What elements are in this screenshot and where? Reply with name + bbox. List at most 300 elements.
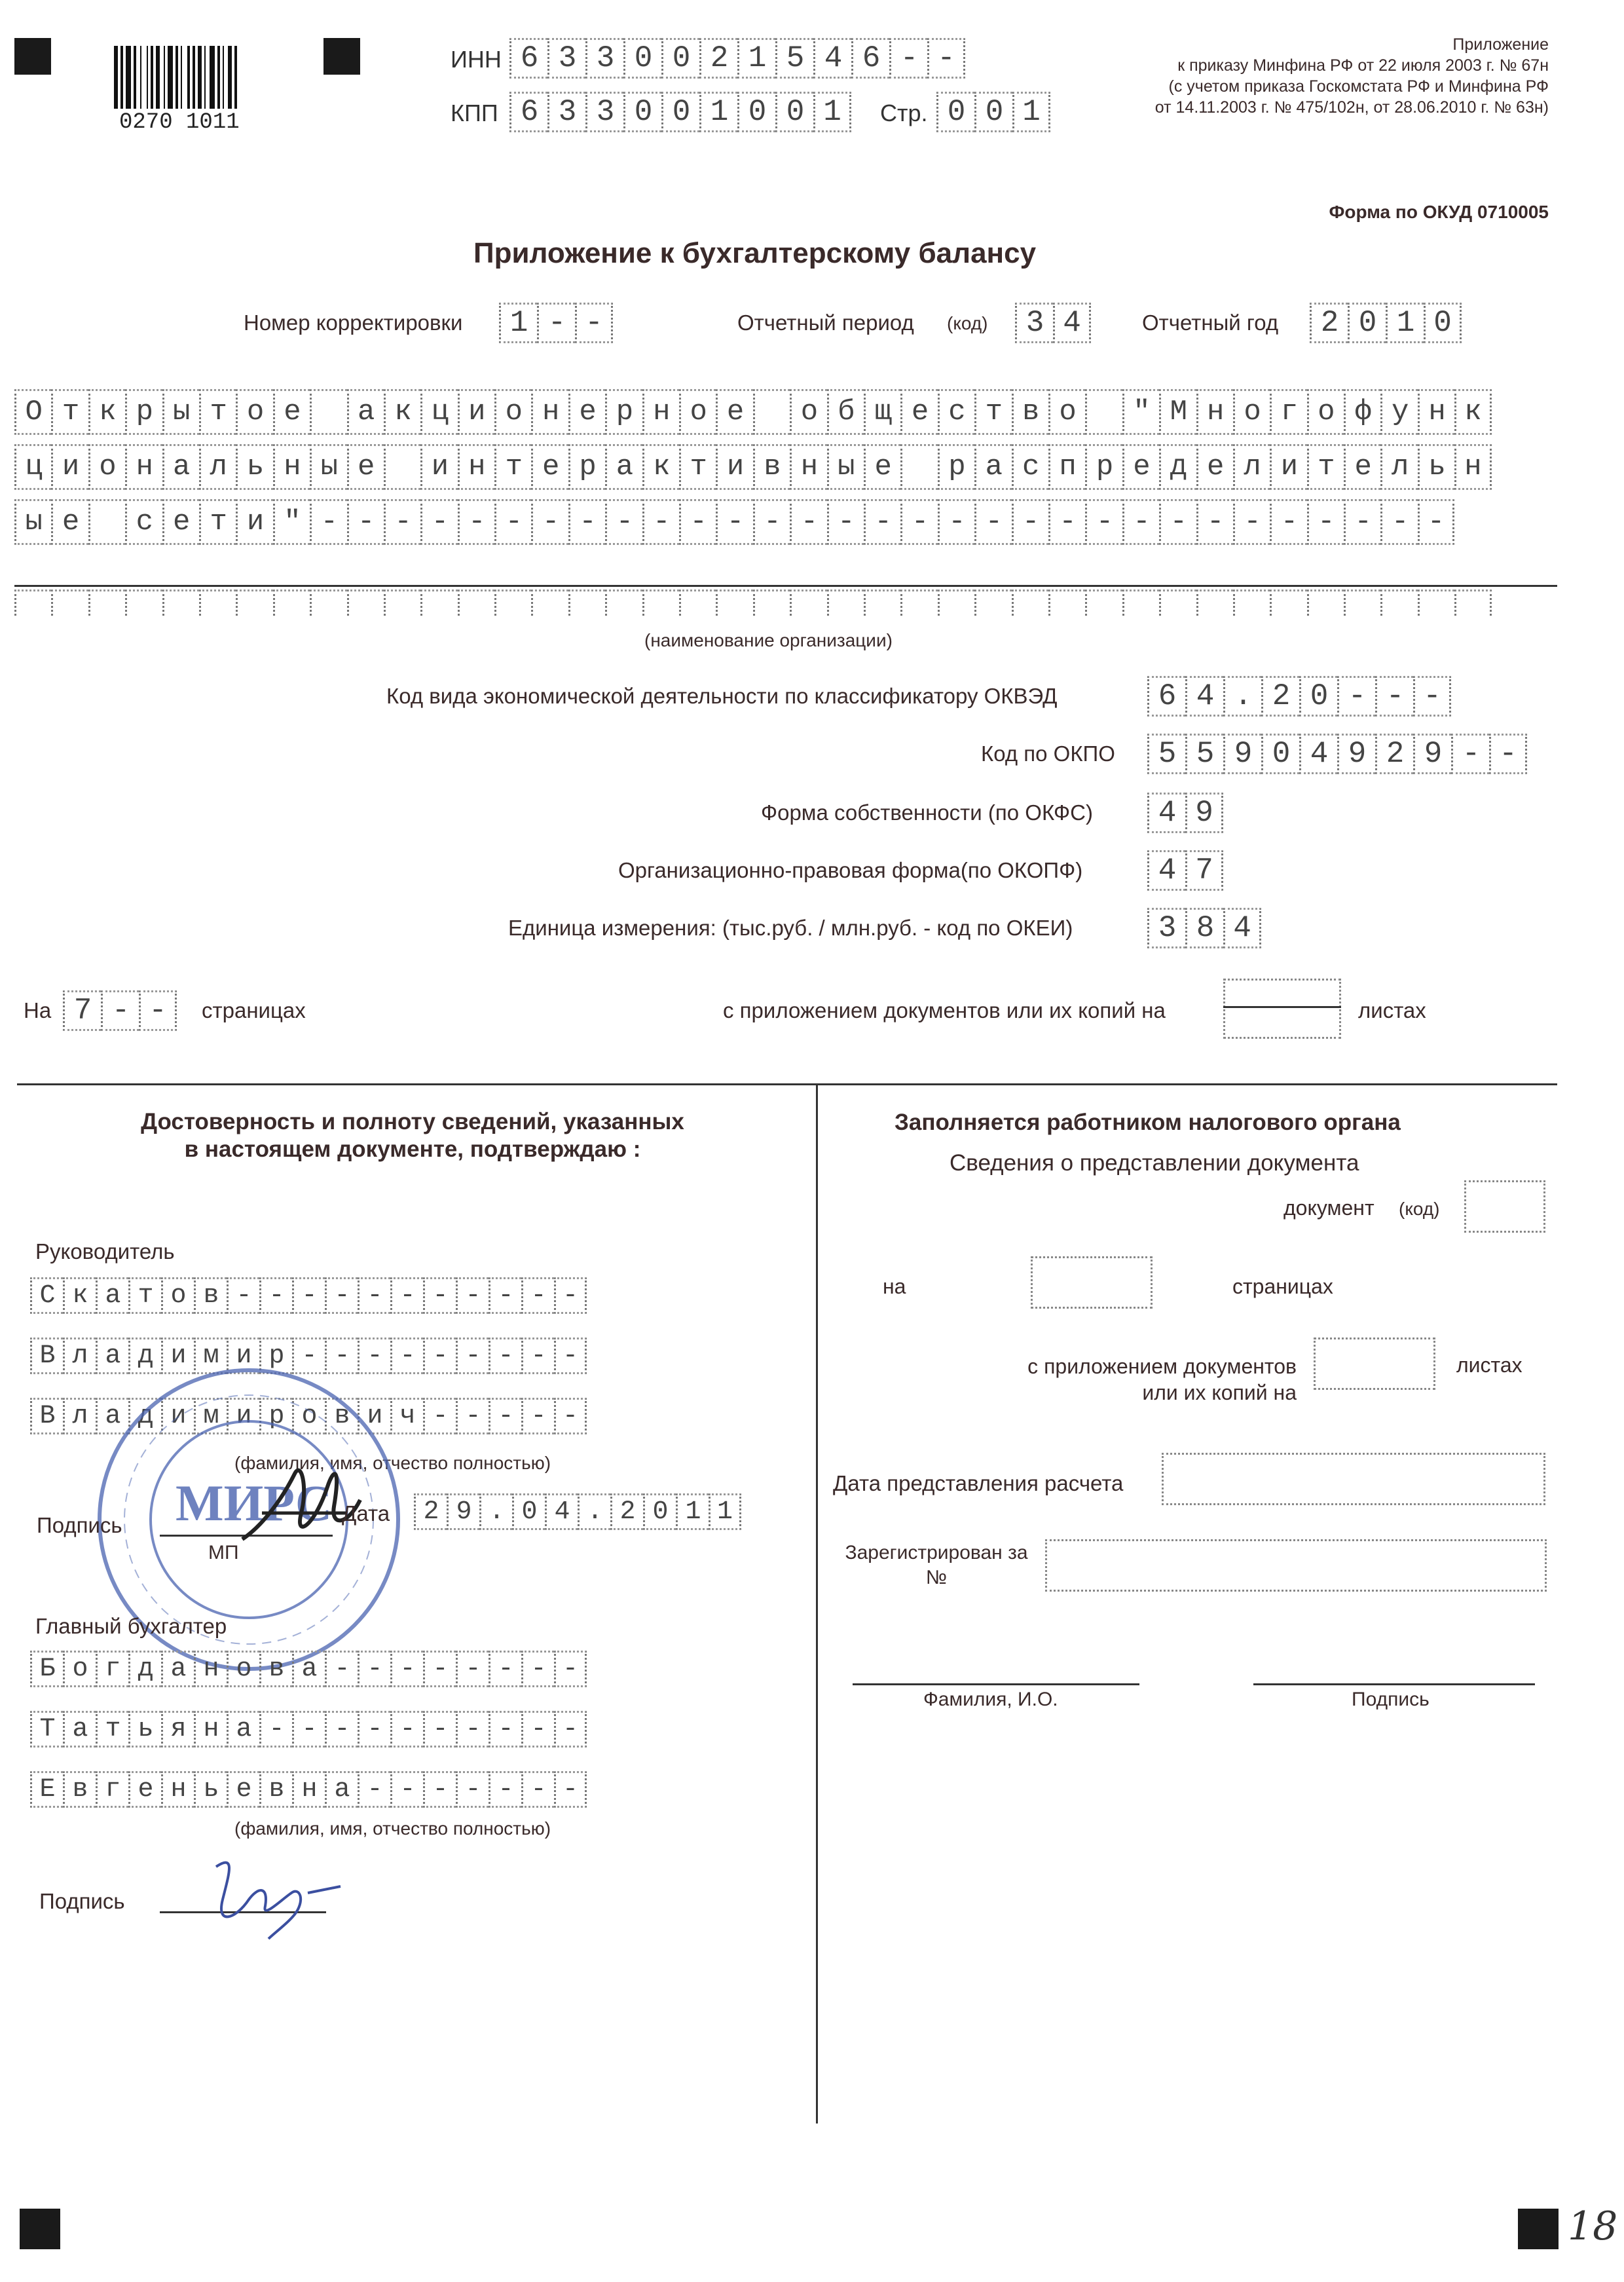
char-cell: р	[259, 1337, 292, 1374]
char-cell: -	[390, 1711, 423, 1748]
char-cell: т	[199, 389, 236, 435]
char-cell: -	[489, 1711, 521, 1748]
char-cell: в	[259, 1651, 292, 1687]
char-cell: -	[1012, 499, 1048, 545]
appendix-note	[1022, 34, 1549, 118]
barcode-bar	[120, 46, 123, 109]
char-cell: 7	[63, 990, 101, 1031]
char-cell: О	[14, 389, 51, 435]
char-cell	[1233, 589, 1270, 616]
char-cell: о	[679, 389, 716, 435]
char-cell	[716, 589, 752, 616]
char-cell: -	[1270, 499, 1306, 545]
char-cell: -	[521, 1651, 554, 1687]
char-cell: е	[568, 389, 605, 435]
registration-number-field[interactable]	[1045, 1539, 1547, 1592]
char-cell: е	[1196, 444, 1233, 490]
char-cell: к	[384, 389, 420, 435]
doc-label: документ	[1283, 1196, 1375, 1220]
char-cell: е	[716, 389, 752, 435]
char-cell: т	[96, 1711, 128, 1748]
char-cell: е	[1344, 444, 1380, 490]
char-cell: -	[605, 499, 642, 545]
char-cell: -	[679, 499, 716, 545]
left-heading	[39, 1108, 786, 1163]
char-cell	[1085, 389, 1122, 435]
char-cell: т	[974, 389, 1011, 435]
char-cell: -	[325, 1277, 358, 1314]
char-cell: -	[554, 1398, 587, 1434]
char-cell: р	[568, 444, 605, 490]
char-cell: н	[292, 1771, 325, 1808]
char-cell: -	[489, 1398, 521, 1434]
char-cell	[827, 589, 864, 616]
char-cell	[420, 589, 457, 616]
registered-line: №	[925, 1567, 948, 1588]
char-cell: С	[30, 1277, 63, 1314]
kpp-label: КПП	[451, 100, 498, 126]
char-cell: в	[194, 1277, 227, 1314]
char-cell: Т	[30, 1711, 63, 1748]
char-cell: и	[227, 1398, 259, 1434]
barcode	[111, 46, 268, 135]
char-cell: -	[1048, 499, 1085, 545]
pages-prefix: На	[24, 998, 52, 1022]
char-cell: а	[347, 389, 384, 435]
attach-sheets-field[interactable]	[1223, 979, 1341, 1039]
barcode-bar	[234, 46, 237, 109]
char-cell: н	[1196, 389, 1233, 435]
char-cell: к	[88, 389, 125, 435]
barcode-bar	[204, 46, 206, 109]
char-cell: 2	[1261, 676, 1299, 717]
inn-label: ИНН	[451, 46, 502, 73]
right-heading: Заполняется работником налогового органа	[895, 1110, 1401, 1135]
corner-marker-top-right	[323, 38, 360, 75]
char-cell	[310, 589, 346, 616]
org-line	[14, 389, 1492, 435]
char-cell: а	[292, 1651, 325, 1687]
char-cell: т	[51, 389, 88, 435]
pages-cells	[63, 990, 177, 1031]
char-cell: 0	[661, 38, 699, 79]
char-cell	[1012, 589, 1048, 616]
char-cell: -	[489, 1337, 521, 1374]
stamp-text: МИРС	[175, 1474, 333, 1531]
char-cell: л	[63, 1337, 96, 1374]
char-cell: 4	[813, 38, 851, 79]
char-cell: -	[1489, 734, 1527, 774]
char-cell: -	[456, 1398, 489, 1434]
okei-cells	[1147, 908, 1261, 948]
barcode-bar	[134, 46, 136, 109]
char-cell: ы	[162, 389, 199, 435]
char-cell: н	[161, 1771, 194, 1808]
char-cell: 4	[545, 1493, 578, 1530]
char-cell: и	[236, 499, 272, 545]
char-cell: р	[605, 389, 642, 435]
section-divider	[17, 1083, 1557, 1085]
char-cell: о	[1307, 389, 1344, 435]
org-caption: (наименование организации)	[644, 630, 893, 650]
right-subheading: Сведения о представлении документа	[950, 1150, 1359, 1176]
char-cell: д	[128, 1337, 161, 1374]
char-cell: 0	[1299, 676, 1337, 717]
barcode-bar	[223, 46, 224, 109]
char-cell: е	[227, 1771, 259, 1808]
char-cell: -	[1418, 499, 1454, 545]
char-cell: -	[390, 1277, 423, 1314]
char-cell: 3	[1147, 908, 1185, 948]
char-cell: 9	[447, 1493, 479, 1530]
char-cell: о	[494, 389, 531, 435]
year-label: Отчетный год	[1142, 310, 1279, 335]
char-cell	[864, 589, 900, 616]
char-cell: е	[531, 444, 568, 490]
chief-line	[30, 1651, 587, 1687]
char-cell: -	[575, 303, 613, 343]
char-cell: 0	[974, 92, 1012, 132]
char-cell: -	[458, 499, 494, 545]
char-cell: 2	[1375, 734, 1413, 774]
corner-marker-bottom-left	[20, 2209, 60, 2249]
char-cell: м	[194, 1398, 227, 1434]
char-cell	[753, 389, 790, 435]
char-cell: -	[390, 1337, 423, 1374]
char-cell: л	[1380, 444, 1417, 490]
char-cell: М	[1159, 389, 1196, 435]
char-cell: р	[1085, 444, 1122, 490]
char-cell: 4	[1223, 908, 1261, 948]
char-cell: а	[227, 1711, 259, 1748]
char-cell: ь	[1418, 444, 1454, 490]
char-cell: 0	[1348, 303, 1386, 343]
char-cell: н	[642, 389, 679, 435]
char-cell: 2	[1310, 303, 1348, 343]
period-cells	[1015, 303, 1091, 343]
char-cell: л	[63, 1398, 96, 1434]
char-cell: -	[456, 1771, 489, 1808]
registered-text	[832, 1541, 1041, 1590]
char-cell: р	[125, 389, 162, 435]
barcode-bar	[140, 46, 141, 109]
char-cell: .	[479, 1493, 512, 1530]
attach-sheets-line	[1223, 1006, 1341, 1008]
char-cell: -	[1085, 499, 1122, 545]
page-title: Приложение к бухгалтерскому балансу	[473, 237, 1037, 269]
attach-sheets-count-field[interactable]	[1314, 1337, 1435, 1390]
doc-code-hint: (код)	[1399, 1199, 1440, 1219]
char-cell: а	[63, 1711, 96, 1748]
char-cell: -	[716, 499, 752, 545]
char-cell: -	[554, 1711, 587, 1748]
left-heading-line: Достоверность и полноту сведений, указанных	[141, 1109, 684, 1134]
char-cell: 9	[1413, 734, 1451, 774]
char-cell: с	[125, 499, 162, 545]
barcode-bar	[198, 46, 202, 109]
org-line	[14, 499, 1492, 545]
char-cell: 1	[699, 92, 737, 132]
char-cell: 2	[699, 38, 737, 79]
char-cell	[458, 589, 494, 616]
char-cell: н	[790, 444, 826, 490]
char-cell: 0	[936, 92, 974, 132]
char-cell: а	[96, 1337, 128, 1374]
char-cell: -	[358, 1711, 390, 1748]
char-cell: -	[456, 1337, 489, 1374]
barcode-bar	[193, 46, 195, 109]
char-cell	[1454, 589, 1491, 616]
char-cell: -	[310, 499, 346, 545]
char-cell: .	[1223, 676, 1261, 717]
chief-line	[30, 1711, 587, 1748]
char-cell: -	[384, 499, 420, 545]
char-cell: -	[1413, 676, 1451, 717]
char-cell	[125, 589, 162, 616]
pages-count-field[interactable]	[1031, 1256, 1153, 1309]
char-cell: Е	[30, 1771, 63, 1808]
char-cell	[199, 589, 236, 616]
char-cell: 4	[1299, 734, 1337, 774]
char-cell: -	[423, 1337, 456, 1374]
char-cell	[974, 589, 1011, 616]
page-label: Стр.	[880, 100, 928, 126]
year-cells	[1310, 303, 1462, 343]
char-cell: -	[423, 1651, 456, 1687]
char-cell: -	[521, 1337, 554, 1374]
char-cell: -	[325, 1711, 358, 1748]
char-cell	[1380, 589, 1417, 616]
char-cell: и	[51, 444, 88, 490]
char-cell: -	[456, 1651, 489, 1687]
char-cell	[88, 499, 125, 545]
char-cell: б	[827, 389, 864, 435]
inspector-name-line	[853, 1683, 1139, 1685]
char-cell	[790, 589, 826, 616]
char-cell: -	[390, 1651, 423, 1687]
char-cell	[531, 589, 568, 616]
char-cell	[1270, 589, 1306, 616]
char-cell: о	[236, 389, 272, 435]
sign-label-2: Подпись	[39, 1889, 125, 1913]
char-cell: т	[1307, 444, 1344, 490]
left-heading-line: в настоящем документе, подтверждаю :	[184, 1136, 641, 1162]
char-cell	[1159, 589, 1196, 616]
char-cell: р	[259, 1398, 292, 1434]
char-cell: н	[458, 444, 494, 490]
barcode-bar	[217, 46, 220, 109]
char-cell: -	[292, 1277, 325, 1314]
char-cell	[679, 589, 716, 616]
submit-date-field[interactable]	[1162, 1453, 1545, 1505]
char-cell: 4	[1053, 303, 1091, 343]
char-cell: и	[161, 1398, 194, 1434]
char-cell: 3	[585, 38, 623, 79]
char-cell: с	[938, 389, 974, 435]
char-cell: н	[125, 444, 162, 490]
char-cell: д	[128, 1651, 161, 1687]
chief-label: Главный бухгалтер	[35, 1614, 227, 1638]
char-cell: 1	[676, 1493, 709, 1530]
char-cell: я	[161, 1711, 194, 1748]
char-cell: 0	[737, 92, 775, 132]
mp-label: МП	[208, 1542, 239, 1563]
char-cell: а	[96, 1277, 128, 1314]
char-cell: -	[358, 1651, 390, 1687]
char-cell: -	[790, 499, 826, 545]
char-cell	[900, 589, 937, 616]
char-cell	[753, 589, 790, 616]
okei-label: Единица измерения: (тыс.руб. / млн.руб. - код по ОКЕИ)	[508, 916, 1073, 940]
char-cell: -	[358, 1277, 390, 1314]
char-cell: а	[162, 444, 199, 490]
char-cell: 1	[737, 38, 775, 79]
char-cell: -	[139, 990, 177, 1031]
char-cell: -	[554, 1651, 587, 1687]
char-cell: ы	[14, 499, 51, 545]
char-cell: 3	[547, 38, 585, 79]
appendix-line: к приказу Минфина РФ от 22 июля 2003 г. № 67н	[1177, 56, 1549, 75]
char-cell	[1122, 589, 1159, 616]
inspector-name-label: Фамилия, И.О.	[923, 1689, 1058, 1710]
char-cell: 4	[1185, 676, 1223, 717]
char-cell: -	[554, 1771, 587, 1808]
char-cell: -	[554, 1277, 587, 1314]
barcode-number: 0270 1011	[119, 110, 240, 135]
char-cell	[1418, 589, 1454, 616]
fio-caption-2: (фамилия, имя, отчество полностью)	[234, 1818, 551, 1839]
char-cell: а	[96, 1398, 128, 1434]
char-cell: 2	[414, 1493, 447, 1530]
char-cell: н	[1418, 389, 1454, 435]
char-cell: 7	[1185, 850, 1223, 891]
char-cell: ц	[420, 389, 457, 435]
char-cell	[605, 589, 642, 616]
char-cell	[310, 389, 346, 435]
char-cell: -	[827, 499, 864, 545]
char-cell: т	[679, 444, 716, 490]
char-cell	[1196, 589, 1233, 616]
char-cell	[51, 589, 88, 616]
chief-line	[30, 1771, 587, 1808]
char-cell	[900, 444, 937, 490]
char-cell: 0	[1424, 303, 1462, 343]
char-cell: -	[521, 1398, 554, 1434]
barcode-bar	[151, 46, 153, 109]
char-cell: .	[578, 1493, 610, 1530]
head-line	[30, 1277, 587, 1314]
okved-cells	[1147, 676, 1451, 717]
okopf-cells	[1147, 850, 1223, 891]
page-number: 18	[1568, 2203, 1618, 2249]
char-cell: с	[1012, 444, 1048, 490]
char-cell	[236, 589, 272, 616]
char-cell: о	[161, 1277, 194, 1314]
char-cell	[273, 589, 310, 616]
char-cell: -	[521, 1771, 554, 1808]
char-cell: -	[1451, 734, 1489, 774]
char-cell: "	[273, 499, 310, 545]
char-cell: ы	[310, 444, 346, 490]
okved-label: Код вида экономической деятельности по классификатору ОКВЭД	[386, 684, 1058, 708]
char-cell: -	[974, 499, 1011, 545]
char-cell: к	[1454, 389, 1491, 435]
char-cell: о	[88, 444, 125, 490]
char-cell: -	[1122, 499, 1159, 545]
attach-line: с приложением документов	[1027, 1355, 1297, 1378]
char-cell: "	[1122, 389, 1159, 435]
char-cell: ь	[236, 444, 272, 490]
char-cell: е	[1122, 444, 1159, 490]
char-cell	[568, 589, 605, 616]
char-cell	[642, 589, 679, 616]
char-cell: о	[1233, 389, 1270, 435]
char-cell: 0	[661, 92, 699, 132]
okud-code: Форма по ОКУД 0710005	[1329, 202, 1549, 222]
char-cell: у	[1380, 389, 1417, 435]
char-cell: ы	[827, 444, 864, 490]
char-cell: е	[51, 499, 88, 545]
char-cell: л	[1233, 444, 1270, 490]
doc-code-field[interactable]	[1464, 1180, 1545, 1233]
barcode-bar	[164, 46, 165, 109]
barcode-bar	[126, 46, 131, 109]
org-name-underline	[14, 585, 1557, 587]
inspector-sign-label: Подпись	[1352, 1689, 1430, 1710]
inn-cells	[509, 38, 965, 79]
char-cell: ц	[14, 444, 51, 490]
char-cell: -	[489, 1277, 521, 1314]
column-divider	[816, 1083, 818, 2123]
pages-suffix: страницах	[202, 998, 306, 1022]
barcode-bars	[111, 46, 268, 111]
char-cell: -	[537, 303, 575, 343]
char-cell: -	[489, 1771, 521, 1808]
char-cell: е	[128, 1771, 161, 1808]
char-cell: г	[96, 1651, 128, 1687]
appendix-line: Приложение	[1452, 35, 1549, 54]
char-cell: -	[938, 499, 974, 545]
char-cell: н	[1454, 444, 1491, 490]
char-cell: -	[325, 1337, 358, 1374]
char-cell: 5	[1185, 734, 1223, 774]
char-cell	[347, 589, 384, 616]
char-cell: р	[938, 444, 974, 490]
corner-marker-bottom-right	[1518, 2209, 1559, 2249]
char-cell: е	[864, 444, 900, 490]
submit-date-label: Дата представления расчета	[833, 1471, 1124, 1495]
char-cell: а	[974, 444, 1011, 490]
char-cell: -	[423, 1711, 456, 1748]
char-cell: 5	[775, 38, 813, 79]
okfs-cells	[1147, 793, 1223, 833]
char-cell: -	[864, 499, 900, 545]
char-cell: 0	[623, 92, 661, 132]
char-cell: -	[101, 990, 139, 1031]
barcode-bar	[228, 46, 232, 109]
char-cell	[384, 444, 420, 490]
char-cell: в	[63, 1771, 96, 1808]
char-cell: -	[521, 1711, 554, 1748]
char-cell: а	[161, 1651, 194, 1687]
char-cell: -	[489, 1651, 521, 1687]
char-cell: ь	[128, 1711, 161, 1748]
char-cell: -	[227, 1277, 259, 1314]
char-cell: -	[1307, 499, 1344, 545]
char-cell: -	[494, 499, 531, 545]
char-cell: а	[605, 444, 642, 490]
char-cell	[938, 589, 974, 616]
